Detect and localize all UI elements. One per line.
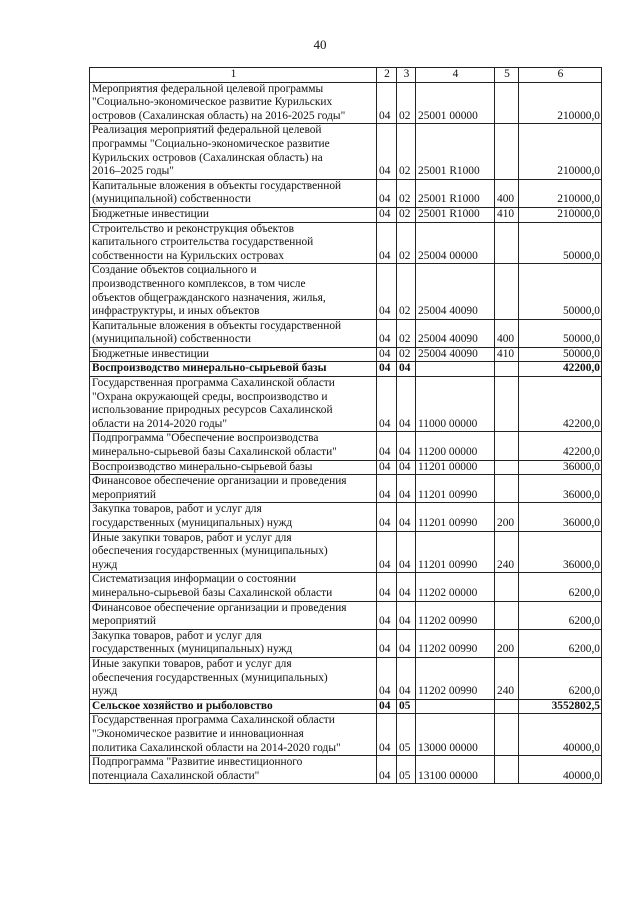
- row-amount-cell: 42200,0: [519, 377, 602, 432]
- table-row: [90, 657, 602, 699]
- row-expense-type-cell: 200: [495, 503, 519, 531]
- row-amount-cell: 210000,0: [519, 124, 602, 179]
- row-expense-type-cell: [495, 475, 519, 503]
- row-section-cell: 04: [377, 629, 397, 657]
- table-row: [90, 347, 602, 362]
- row-expense-type-cell: 410: [495, 207, 519, 222]
- row-amount-cell: 6200,0: [519, 573, 602, 601]
- row-amount-cell: 50000,0: [519, 264, 602, 319]
- row-amount-cell: 36000,0: [519, 503, 602, 531]
- table-row: [90, 531, 602, 573]
- page-number: 40: [313, 37, 327, 52]
- row-amount-cell: 42200,0: [519, 432, 602, 460]
- row-subsection-cell: 04: [397, 377, 416, 432]
- budget-table: [89, 67, 602, 784]
- row-expense-type-cell: [495, 573, 519, 601]
- row-expense-type-cell: [495, 264, 519, 319]
- row-name-cell: Систематизация информации о состоянии минерально-сырьевой базы Сахалинской области: [90, 573, 377, 601]
- table-row: [90, 222, 602, 264]
- budget-table-body: [90, 68, 602, 784]
- row-section-cell: 04: [377, 573, 397, 601]
- table-row: [90, 124, 602, 179]
- table-row: [90, 699, 602, 714]
- row-subsection-cell: 02: [397, 347, 416, 362]
- row-subsection-cell: 02: [397, 179, 416, 207]
- row-expense-type-cell: [495, 124, 519, 179]
- row-target-article-cell: 25004 40090: [416, 264, 495, 319]
- row-amount-cell: 6200,0: [519, 601, 602, 629]
- table-row: [90, 573, 602, 601]
- row-name-cell: Иные закупки товаров, работ и услуг для обеспечения государственных (муниципальных) нужд: [90, 657, 377, 699]
- row-expense-type-cell: [495, 362, 519, 377]
- row-section-cell: 04: [377, 347, 397, 362]
- row-name-cell: Капитальные вложения в объекты государственной (муниципальной) собственности: [90, 179, 377, 207]
- header-cell: 2: [377, 68, 397, 83]
- row-expense-type-cell: 240: [495, 657, 519, 699]
- row-name-cell: Закупка товаров, работ и услуг для государственных (муниципальных) нужд: [90, 503, 377, 531]
- row-subsection-cell: 04: [397, 573, 416, 601]
- row-expense-type-cell: [495, 432, 519, 460]
- row-name-cell: Строительство и реконструкция объектов капитального строительства государственной собственности на Курильских островах: [90, 222, 377, 264]
- table-row: [90, 432, 602, 460]
- row-subsection-cell: 02: [397, 319, 416, 347]
- row-subsection-cell: 04: [397, 432, 416, 460]
- row-subsection-cell: 04: [397, 629, 416, 657]
- row-expense-type-cell: 200: [495, 629, 519, 657]
- row-name-cell: Сельское хозяйство и рыболовство: [90, 699, 377, 714]
- row-expense-type-cell: [495, 756, 519, 784]
- row-name-cell: Государственная программа Сахалинской области "Охрана окружающей среды, воспроизводство и использование природных ресурсов Сахалинской области на 2014-2020 годы": [90, 377, 377, 432]
- table-row: [90, 207, 602, 222]
- row-amount-cell: 42200,0: [519, 362, 602, 377]
- row-section-cell: 04: [377, 699, 397, 714]
- row-expense-type-cell: [495, 222, 519, 264]
- row-amount-cell: 6200,0: [519, 629, 602, 657]
- row-target-article-cell: 11202 00990: [416, 629, 495, 657]
- row-section-cell: 04: [377, 207, 397, 222]
- row-expense-type-cell: 240: [495, 531, 519, 573]
- row-section-cell: 04: [377, 124, 397, 179]
- row-target-article-cell: 11201 00990: [416, 503, 495, 531]
- row-name-cell: Воспроизводство минерально-сырьевой базы: [90, 362, 377, 377]
- row-expense-type-cell: [495, 82, 519, 124]
- row-amount-cell: 50000,0: [519, 222, 602, 264]
- row-section-cell: 04: [377, 179, 397, 207]
- table-row: [90, 319, 602, 347]
- row-subsection-cell: 02: [397, 207, 416, 222]
- row-target-article-cell: 11000 00000: [416, 377, 495, 432]
- row-target-article-cell: 11200 00000: [416, 432, 495, 460]
- row-name-cell: Подпрограмма "Развитие инвестиционного потенциала Сахалинской области": [90, 756, 377, 784]
- row-target-article-cell: 25001 00000: [416, 82, 495, 124]
- row-amount-cell: 50000,0: [519, 347, 602, 362]
- table-row: [90, 179, 602, 207]
- row-subsection-cell: 04: [397, 460, 416, 475]
- row-amount-cell: 40000,0: [519, 714, 602, 756]
- row-section-cell: 04: [377, 601, 397, 629]
- row-amount-cell: 40000,0: [519, 756, 602, 784]
- row-target-article-cell: 11202 00000: [416, 573, 495, 601]
- row-target-article-cell: 11201 00990: [416, 531, 495, 573]
- row-subsection-cell: 04: [397, 657, 416, 699]
- row-expense-type-cell: 400: [495, 179, 519, 207]
- table-row: [90, 629, 602, 657]
- row-name-cell: Подпрограмма "Обеспечение воспроизводства минерально-сырьевой базы Сахалинской области": [90, 432, 377, 460]
- row-name-cell: Создание объектов социального и производственного комплексов, в том числе объектов общегражданского назначения, жилья, инфраструктуры, и иных объектов: [90, 264, 377, 319]
- row-expense-type-cell: [495, 460, 519, 475]
- row-name-cell: Государственная программа Сахалинской области "Экономическое развитие и инновационная политика Сахалинской области на 2014-2020 годы": [90, 714, 377, 756]
- row-amount-cell: 50000,0: [519, 319, 602, 347]
- table-row: [90, 377, 602, 432]
- table-row: [90, 714, 602, 756]
- row-subsection-cell: 04: [397, 362, 416, 377]
- row-section-cell: 04: [377, 222, 397, 264]
- row-amount-cell: 6200,0: [519, 657, 602, 699]
- table-row: [90, 460, 602, 475]
- row-section-cell: 04: [377, 531, 397, 573]
- row-target-article-cell: 13100 00000: [416, 756, 495, 784]
- row-name-cell: Реализация мероприятий федеральной целевой программы "Социально-экономическое развитие Курильских островов (Сахалинская область) на 2016–2025 годы": [90, 124, 377, 179]
- row-subsection-cell: 04: [397, 601, 416, 629]
- row-name-cell: Мероприятия федеральной целевой программы "Социально-экономическое развитие Курильских островов (Сахалинская область) на 2016-2025 годы": [90, 82, 377, 124]
- row-subsection-cell: 04: [397, 531, 416, 573]
- row-expense-type-cell: 410: [495, 347, 519, 362]
- row-target-article-cell: 25001 R1000: [416, 124, 495, 179]
- row-amount-cell: 36000,0: [519, 460, 602, 475]
- table-row: [90, 756, 602, 784]
- row-amount-cell: 36000,0: [519, 531, 602, 573]
- row-target-article-cell: [416, 699, 495, 714]
- row-name-cell: Бюджетные инвестиции: [90, 207, 377, 222]
- table-row: [90, 264, 602, 319]
- row-target-article-cell: 11202 00990: [416, 601, 495, 629]
- row-name-cell: Воспроизводство минерально-сырьевой базы: [90, 460, 377, 475]
- row-amount-cell: 36000,0: [519, 475, 602, 503]
- row-target-article-cell: 25004 40090: [416, 319, 495, 347]
- table-row: [90, 362, 602, 377]
- row-target-article-cell: 25001 R1000: [416, 179, 495, 207]
- row-target-article-cell: 11201 00990: [416, 475, 495, 503]
- row-section-cell: 04: [377, 362, 397, 377]
- row-subsection-cell: 02: [397, 82, 416, 124]
- row-subsection-cell: 02: [397, 124, 416, 179]
- row-section-cell: 04: [377, 756, 397, 784]
- row-subsection-cell: 05: [397, 699, 416, 714]
- table-row: [90, 475, 602, 503]
- row-subsection-cell: 02: [397, 222, 416, 264]
- row-name-cell: Закупка товаров, работ и услуг для государственных (муниципальных) нужд: [90, 629, 377, 657]
- row-subsection-cell: 04: [397, 475, 416, 503]
- row-target-article-cell: 11202 00990: [416, 657, 495, 699]
- row-section-cell: 04: [377, 714, 397, 756]
- row-section-cell: 04: [377, 319, 397, 347]
- row-expense-type-cell: [495, 714, 519, 756]
- row-target-article-cell: 25004 40090: [416, 347, 495, 362]
- row-subsection-cell: 05: [397, 756, 416, 784]
- row-section-cell: 04: [377, 264, 397, 319]
- header-cell: 1: [90, 68, 377, 83]
- row-section-cell: 04: [377, 503, 397, 531]
- row-section-cell: 04: [377, 377, 397, 432]
- row-target-article-cell: 11201 00000: [416, 460, 495, 475]
- row-section-cell: 04: [377, 460, 397, 475]
- row-subsection-cell: 05: [397, 714, 416, 756]
- row-subsection-cell: 02: [397, 264, 416, 319]
- row-expense-type-cell: [495, 699, 519, 714]
- row-name-cell: Финансовое обеспечение организации и проведения мероприятий: [90, 475, 377, 503]
- row-subsection-cell: 04: [397, 503, 416, 531]
- table-row: [90, 82, 602, 124]
- row-expense-type-cell: [495, 377, 519, 432]
- row-section-cell: 04: [377, 432, 397, 460]
- row-amount-cell: 3552802,5: [519, 699, 602, 714]
- row-amount-cell: 210000,0: [519, 207, 602, 222]
- row-target-article-cell: 13000 00000: [416, 714, 495, 756]
- row-name-cell: Капитальные вложения в объекты государственной (муниципальной) собственности: [90, 319, 377, 347]
- row-target-article-cell: 25001 R1000: [416, 207, 495, 222]
- row-section-cell: 04: [377, 82, 397, 124]
- header-cell: 4: [416, 68, 495, 83]
- row-target-article-cell: [416, 362, 495, 377]
- row-section-cell: 04: [377, 657, 397, 699]
- row-name-cell: Бюджетные инвестиции: [90, 347, 377, 362]
- row-expense-type-cell: 400: [495, 319, 519, 347]
- header-cell: 6: [519, 68, 602, 83]
- header-cell: 3: [397, 68, 416, 83]
- row-name-cell: Иные закупки товаров, работ и услуг для обеспечения государственных (муниципальных) нужд: [90, 531, 377, 573]
- row-amount-cell: 210000,0: [519, 82, 602, 124]
- row-section-cell: 04: [377, 475, 397, 503]
- table-row: [90, 601, 602, 629]
- header-cell: 5: [495, 68, 519, 83]
- row-expense-type-cell: [495, 601, 519, 629]
- table-row: [90, 503, 602, 531]
- row-amount-cell: 210000,0: [519, 179, 602, 207]
- row-name-cell: Финансовое обеспечение организации и проведения мероприятий: [90, 601, 377, 629]
- table-header-row: [90, 68, 602, 83]
- row-target-article-cell: 25004 00000: [416, 222, 495, 264]
